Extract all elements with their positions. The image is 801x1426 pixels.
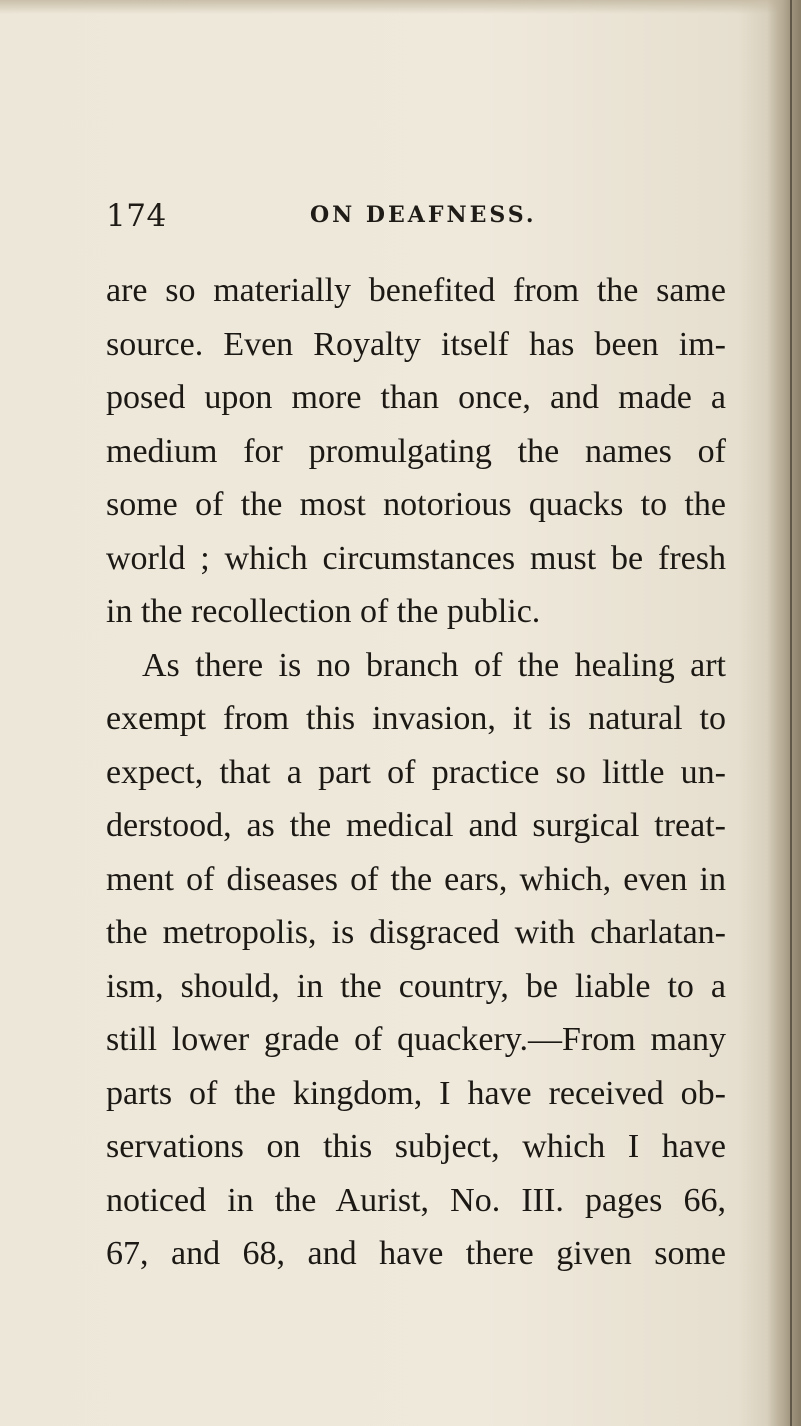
text-line: posed upon more than once, and made a [106, 379, 726, 416]
text-line: parts of the kingdom, I have received ob- [106, 1074, 726, 1112]
text-line: source. Even Royalty itself has been im- [106, 325, 726, 363]
text-line: ism, should, in the country, be liable to a [106, 967, 726, 1005]
paragraph-start-line: As there is no branch of the healing art [142, 646, 726, 684]
text-line: exempt from this invasion, it is natural to [106, 700, 726, 737]
top-page-shadow [0, 0, 801, 14]
text-line: derstood, as the medical and surgical treat- [106, 807, 726, 844]
text-line: world ; which circumstances must be fresh [106, 539, 726, 577]
running-title: ON DEAFNESS. [310, 202, 537, 228]
text-line: still lower grade of quackery.—From many [106, 1021, 726, 1058]
text-line: the metropolis, is disgraced with charlatan- [106, 914, 726, 951]
binding-line [790, 0, 792, 1426]
text-line: some of the most notorious quacks to the [106, 486, 726, 523]
text-line: servations on this subject, which I have [106, 1128, 726, 1165]
page-number: 174 [106, 198, 167, 234]
running-head [106, 198, 726, 238]
text-line: expect, that a part of practice so little un- [106, 753, 726, 791]
text-line: in the recollection of the public. [106, 593, 541, 630]
text-line: 67, and 68, and have there given some [106, 1235, 726, 1272]
page-gutter-edge [767, 0, 801, 1426]
body-text [106, 264, 726, 1281]
text-line: noticed in the Aurist, No. III. pages 66, [106, 1181, 726, 1219]
text-line: are so materially benefited from the same [106, 272, 726, 309]
text-line: ment of diseases of the ears, which, even in [106, 860, 726, 898]
text-line: medium for promulgating the names of [106, 432, 726, 470]
